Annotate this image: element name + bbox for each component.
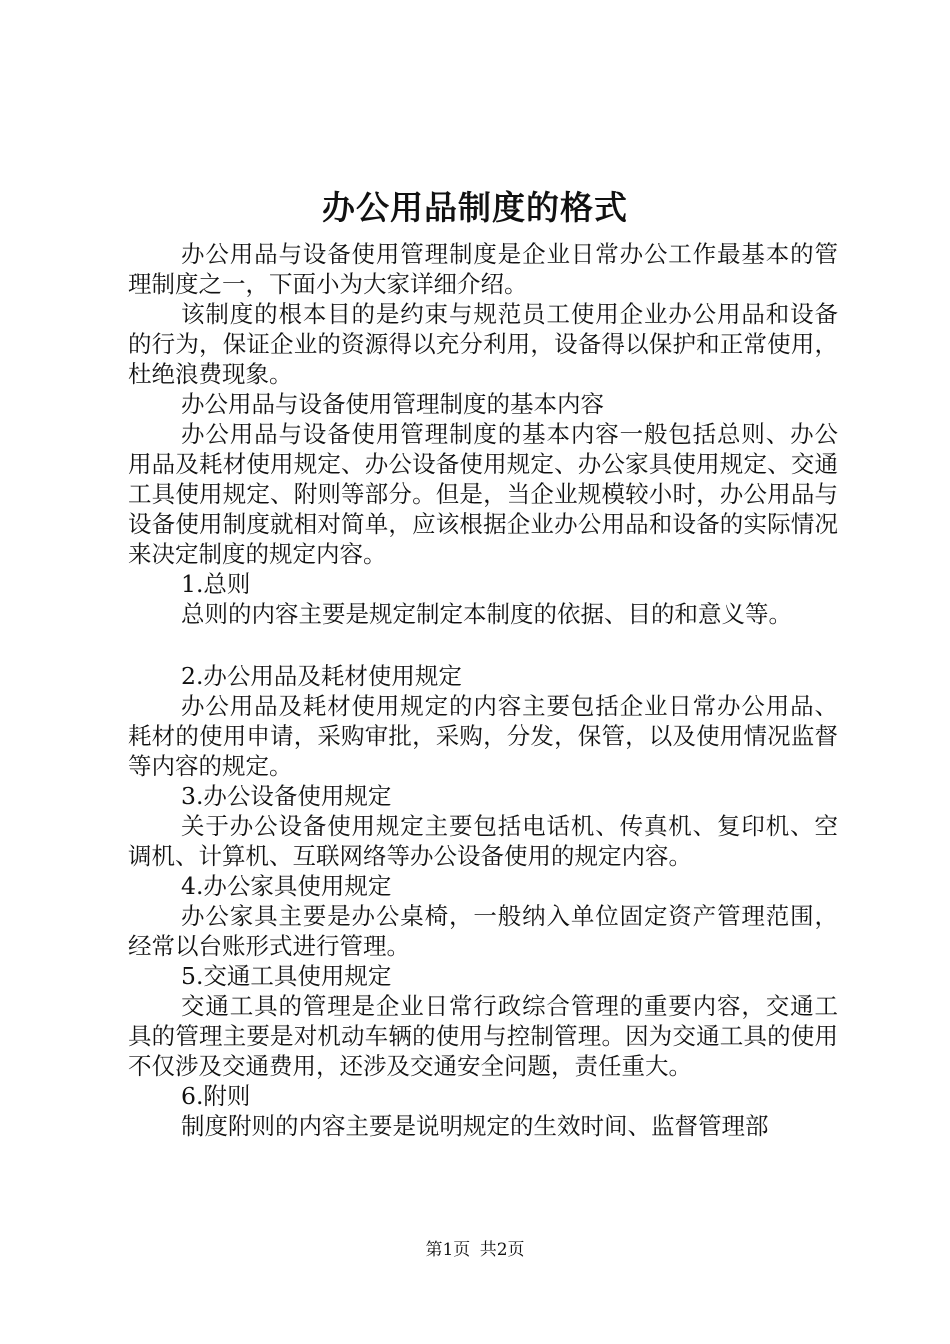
page-footer bbox=[0, 1238, 950, 1262]
page-number: 第1页 bbox=[425, 1240, 471, 1260]
paragraph-intro: 办公用品与设备使用管理制度是企业日常办公工作最基本的管理制度之一，下面小为大家详细介绍。 bbox=[128, 240, 838, 298]
document-title: 办公用品制度的格式 bbox=[322, 188, 628, 227]
paragraph-supplies: 办公用品及耗材使用规定的内容主要包括企业日常办公用品、耗材的使用申请，采购审批，采购，分发，保管，以及使用情况监督等内容的规定。 bbox=[128, 692, 838, 780]
section-heading-basic-content: 办公用品与设备使用管理制度的基本内容 bbox=[181, 390, 604, 418]
document-body bbox=[128, 239, 838, 1141]
page-total: 共2页 bbox=[479, 1240, 525, 1260]
section-heading-vehicles: 5.交通工具使用规定 bbox=[181, 962, 392, 990]
paragraph-basic-content: 办公用品与设备使用管理制度的基本内容一般包括总则、办公用品及耗材使用规定、办公设备使用规定、办公家具使用规定、交通工具使用规定、附则等部分。但是，当企业规模较小时，办公用品与设备使用制度就相对简单，应该根据企业办公用品和设备的实际情况来决定制度的规定内容。 bbox=[128, 420, 838, 568]
paragraph-supplementary: 制度附则的内容主要是说明规定的生效时间、监督管理部 bbox=[181, 1112, 769, 1140]
section-heading-supplies: 2.办公用品及耗材使用规定 bbox=[181, 662, 462, 690]
section-heading-supplementary: 6.附则 bbox=[181, 1082, 251, 1110]
paragraph-spacer bbox=[128, 629, 838, 661]
section-heading-furniture: 4.办公家具使用规定 bbox=[181, 872, 392, 900]
paragraph-equipment: 关于办公设备使用规定主要包括电话机、传真机、复印机、空调机、计算机、互联网络等办公设备使用的规定内容。 bbox=[128, 812, 838, 870]
paragraph-general: 总则的内容主要是规定制定本制度的依据、目的和意义等。 bbox=[181, 600, 792, 628]
paragraph-furniture: 办公家具主要是办公桌椅，一般纳入单位固定资产管理范围，经常以台账形式进行管理。 bbox=[128, 902, 838, 960]
paragraph-vehicles: 交通工具的管理是企业日常行政综合管理的重要内容，交通工具的管理主要是对机动车辆的使用与控制管理。因为交通工具的使用不仅涉及交通费用，还涉及交通安全问题，责任重大。 bbox=[128, 992, 838, 1080]
section-heading-general: 1.总则 bbox=[181, 570, 251, 598]
section-heading-equipment: 3.办公设备使用规定 bbox=[181, 782, 392, 810]
paragraph-purpose: 该制度的根本目的是约束与规范员工使用企业办公用品和设备的行为，保证企业的资源得以充分利用，设备得以保护和正常使用，杜绝浪费现象。 bbox=[128, 300, 838, 388]
